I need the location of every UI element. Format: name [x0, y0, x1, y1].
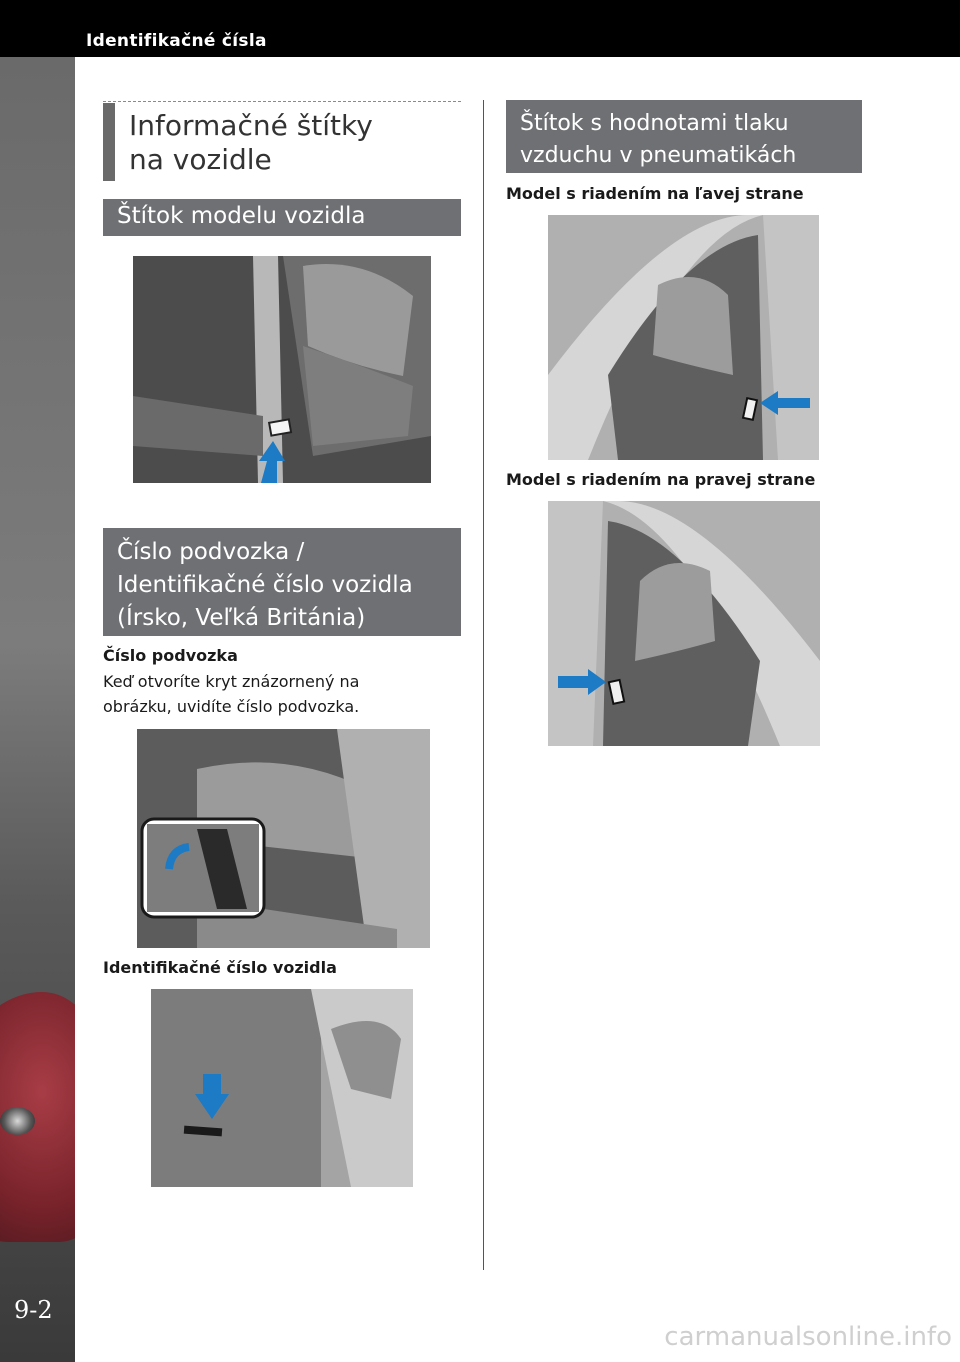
model-label-image — [133, 256, 431, 483]
rhd-label: Model s riadením na pravej strane — [506, 470, 816, 489]
title-rule — [103, 101, 461, 102]
model-label-illustration — [133, 256, 431, 483]
chassis-number-image — [137, 729, 430, 948]
section-tire-title-line1: Štítok s hodnotami tlaku — [520, 111, 789, 136]
vin-illustration — [151, 989, 413, 1187]
main-title-line2: na vozidle — [129, 143, 272, 176]
main-title-line1: Informačné štítky — [129, 109, 373, 142]
vin-subhead: Identifikačné číslo vozidla — [103, 958, 337, 977]
section-tire-title — [506, 100, 862, 173]
lhd-illustration — [548, 215, 819, 460]
section-chassis-title-line3: (Írsko, Veľká Británia) — [117, 605, 366, 631]
watermark: carmanualsonline.info — [664, 1322, 952, 1352]
section-chassis-title-line2: Identifikačné číslo vozidla — [117, 572, 413, 598]
rhd-illustration — [548, 501, 820, 746]
lhd-tire-image — [548, 215, 819, 460]
rhd-tire-image — [548, 501, 820, 746]
sidebar-car-photo — [0, 57, 75, 1362]
column-divider — [483, 100, 484, 1270]
chassis-body-line2: obrázku, uvidíte číslo podvozka. — [103, 697, 360, 716]
lhd-label: Model s riadením na ľavej strane — [506, 184, 804, 203]
chassis-subhead: Číslo podvozka — [103, 646, 238, 665]
headlamp-image — [0, 1107, 35, 1135]
main-title — [103, 103, 461, 181]
chassis-illustration — [137, 729, 430, 948]
section-chassis-title — [103, 528, 461, 636]
section-chassis-title-line1: Číslo podvozka / — [117, 539, 305, 565]
header-title: Identifikačné čísla — [86, 31, 267, 51]
page-number: 9-2 — [14, 1296, 53, 1324]
section-model-title-text: Štítok modelu vozidla — [117, 203, 366, 229]
section-tire-title-line2: vzduchu v pneumatikách — [520, 143, 797, 168]
section-model-title — [103, 199, 461, 236]
chassis-body-line1: Keď otvoríte kryt znázornený na — [103, 672, 360, 691]
page-header — [0, 0, 960, 57]
vin-image — [151, 989, 413, 1187]
